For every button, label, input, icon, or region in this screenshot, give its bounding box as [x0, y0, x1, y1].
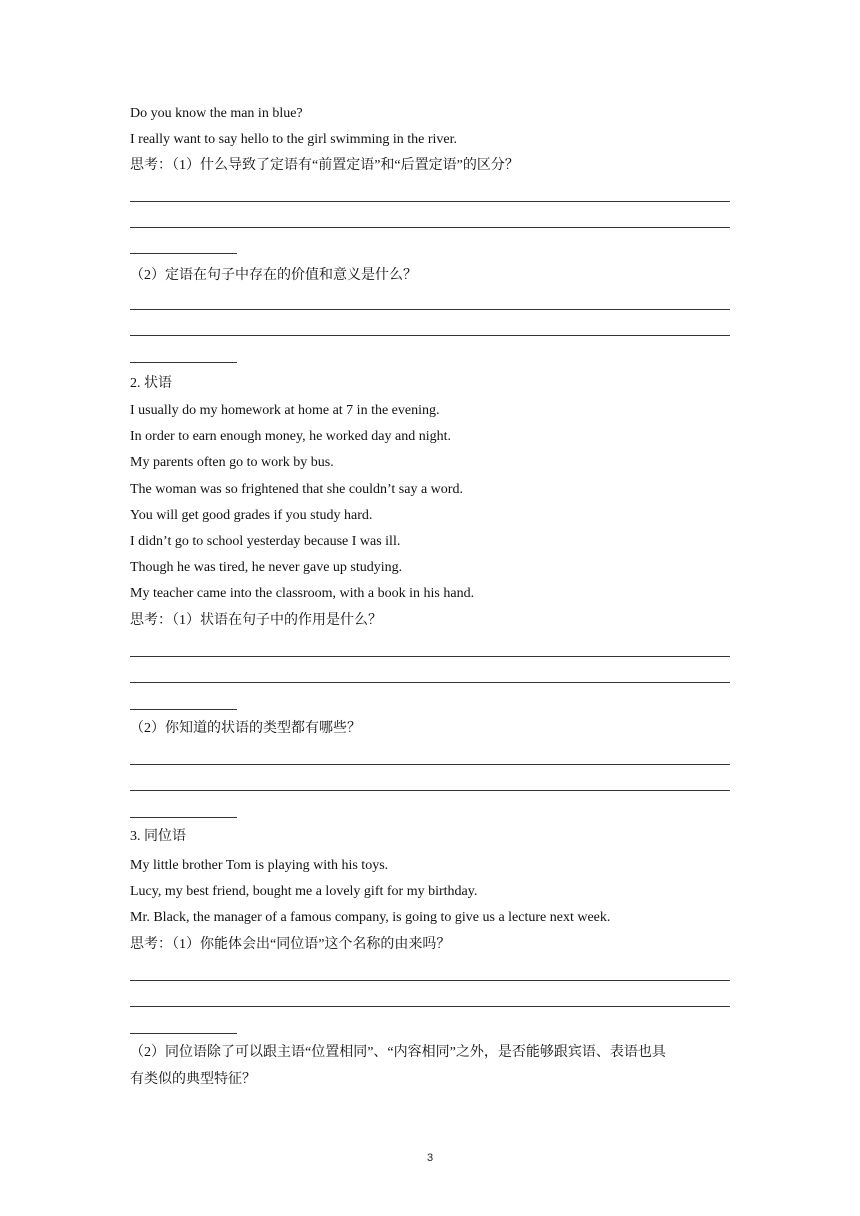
example-sentence: In order to earn enough money, he worked day and night. — [130, 429, 451, 444]
answer-line — [130, 817, 237, 818]
answer-line — [130, 682, 730, 683]
answer-line — [130, 1006, 730, 1007]
answer-line — [130, 362, 237, 363]
example-sentence: You will get good grades if you study hard. — [130, 508, 373, 523]
question-text: （2）同位语除了可以跟主语“位置相同”、“内容相同”之外，是否能够跟宾语、表语也具 — [130, 1045, 666, 1060]
question-text: 有类似的典型特征？ — [130, 1072, 256, 1087]
answer-line — [130, 227, 730, 228]
example-sentence: My little brother Tom is playing with his toys. — [130, 858, 389, 873]
answer-line — [130, 1033, 237, 1034]
question-text: 思考：（1）什么导致了定语有“前置定语”和“后置定语”的区分？ — [130, 158, 519, 173]
question-text: （2）定语在句子中存在的价值和意义是什么？ — [130, 268, 417, 283]
example-sentence: My teacher came into the classroom, with a book in his hand. — [130, 586, 475, 601]
question-text: （2）你知道的状语的类型都有哪些？ — [130, 721, 361, 736]
answer-line — [130, 309, 730, 310]
example-sentence: Though he was tired, he never gave up studying. — [130, 560, 403, 575]
example-sentence: I really want to say hello to the girl swimming in the river. — [130, 132, 457, 147]
question-text: 思考：（1）状语在句子中的作用是什么？ — [130, 613, 382, 628]
page-number: 3 — [426, 1152, 434, 1164]
answer-line — [130, 709, 237, 710]
example-sentence: Mr. Black, the manager of a famous company, is going to give us a lecture next week. — [130, 910, 611, 925]
section-heading: 3. 同位语 — [130, 829, 186, 844]
answer-line — [130, 201, 730, 202]
answer-line — [130, 335, 730, 336]
example-sentence: Lucy, my best friend, bought me a lovely gift for my birthday. — [130, 884, 478, 899]
answer-line — [130, 790, 730, 791]
section-heading: 2. 状语 — [130, 376, 172, 391]
example-sentence: I didn’t go to school yesterday because I was ill. — [130, 534, 401, 549]
example-sentence: I usually do my homework at home at 7 in the evening. — [130, 403, 440, 418]
example-sentence: The woman was so frightened that she couldn’t say a word. — [130, 482, 463, 497]
answer-line — [130, 980, 730, 981]
example-sentence: My parents often go to work by bus. — [130, 455, 334, 470]
answer-line — [130, 253, 237, 254]
answer-line — [130, 656, 730, 657]
question-text: 思考：（1）你能体会出“同位语”这个名称的由来吗？ — [130, 937, 451, 952]
answer-line — [130, 764, 730, 765]
example-sentence: Do you know the man in blue? — [130, 106, 303, 121]
